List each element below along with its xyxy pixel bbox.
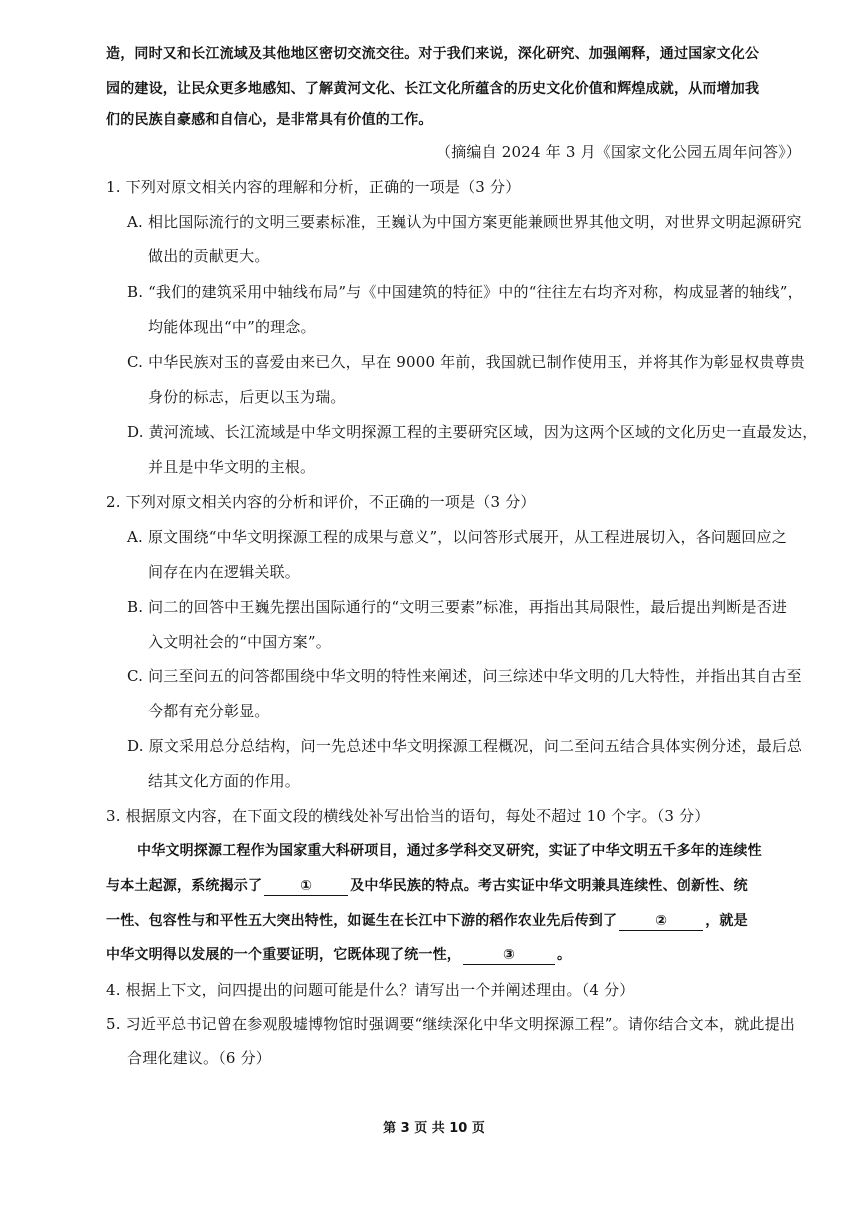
q3-text: 中华文明得以发展的一个重要证明，它既体现了统一性， bbox=[106, 947, 461, 963]
q1-option-a: A. 相比国际流行的文明三要素标准，王巍认为中国方案更能兼顾世界其他文明，对世界文明起源研究 bbox=[127, 213, 802, 231]
q2-option-a-cont: 间存在内在逻辑关联。 bbox=[148, 563, 301, 581]
q1-option-b: B. “我们的建筑采用中轴线布局”与《中国建筑的特征》中的“往往左右均齐对称，构成显著的轴线”， bbox=[127, 283, 803, 301]
q3-text: ，就是 bbox=[705, 913, 748, 929]
q2-option-d: D. 原文采用总分总结构，问一先总述中华文明探源工程概况，问二至问五结合具体实例分述，最后总 bbox=[127, 737, 803, 755]
passage-line: 造，同时又和长江流域及其他地区密切交流交往。对于我们来说，深化研究、加强阐释，通过国家文化公 bbox=[106, 46, 760, 62]
q1-option-c-cont: 身份的标志，后更以玉为瑞。 bbox=[148, 388, 346, 406]
q2-option-b-cont: 入文明社会的“中国方案”。 bbox=[148, 633, 331, 651]
q2-option-d-cont: 结其文化方面的作用。 bbox=[148, 772, 301, 790]
q3-text: 。 bbox=[557, 947, 572, 963]
question-4-stem: 4. 根据上下文，问四提出的问题可能是什么？请写出一个并阐述理由。（4 分） bbox=[106, 981, 635, 999]
q1-option-d-cont: 并且是中华文明的主根。 bbox=[148, 458, 316, 476]
question-3-stem: 3. 根据原文内容，在下面文段的横线处补写出恰当的语句，每处不超过 10 个字。（3 分） bbox=[106, 807, 710, 825]
passage-source: （摘编自 2024 年 3 月《国家文化公园五周年问答》） bbox=[436, 143, 802, 161]
q2-option-c: C. 问三至问五的问答都围绕中华文明的特性来阐述，问三综述中华文明的几大特性，并指出其自古至 bbox=[127, 667, 802, 685]
answer-blank-2[interactable]: ② bbox=[619, 912, 703, 931]
q3-paragraph-line: 中华文明探源工程作为国家重大科研项目，通过多学科交叉研究，实证了中华文明五千多年的连续性 bbox=[137, 843, 762, 859]
q1-option-b-cont: 均能体现出“中”的理念。 bbox=[148, 318, 316, 336]
q3-paragraph-line bbox=[106, 911, 748, 931]
q1-option-a-cont: 做出的贡献更大。 bbox=[148, 247, 270, 265]
q2-option-a: A. 原文围绕“中华文明探源工程的成果与意义”，以问答形式展开，从工程进展切入，各问题回应之 bbox=[127, 528, 787, 546]
passage-line: 们的民族自豪感和自信心，是非常具有价值的工作。 bbox=[106, 112, 433, 128]
q1-option-c: C. 中华民族对玉的喜爱由来已久，早在 9000 年前，我国就已制作使用玉，并将其作为彰显权贵尊贵 bbox=[127, 353, 805, 371]
question-2-stem: 2. 下列对原文相关内容的分析和评价，不正确的一项是（3 分） bbox=[106, 493, 536, 511]
answer-blank-3[interactable]: ③ bbox=[463, 946, 555, 965]
q3-text: 一性、包容性与和平性五大突出特性，如诞生在长江中下游的稻作农业先后传到了 bbox=[106, 913, 618, 929]
q2-option-c-cont: 今都有充分彰显。 bbox=[148, 702, 270, 720]
q1-option-d: D. 黄河流域、长江流域是中华文明探源工程的主要研究区域，因为这两个区域的文化历史一直最发达， bbox=[127, 423, 818, 441]
page-number: 第 3 页 共 10 页 bbox=[383, 1121, 485, 1136]
q3-paragraph-line bbox=[106, 876, 748, 896]
question-1-stem: 1. 下列对原文相关内容的理解和分析，正确的一项是（3 分） bbox=[106, 178, 521, 196]
question-5-stem-cont: 合理化建议。（6 分） bbox=[127, 1049, 272, 1067]
q3-paragraph-line bbox=[106, 945, 571, 965]
passage-line: 园的建设，让民众更多地感知、了解黄河文化、长江文化所蕴含的历史文化价值和辉煌成就，从而增加我 bbox=[106, 81, 760, 97]
q2-option-b: B. 问二的回答中王巍先摆出国际通行的“文明三要素”标准，再指出其局限性，最后提出判断是否进 bbox=[127, 598, 788, 616]
question-5-stem: 5. 习近平总书记曾在参观殷墟博物馆时强调要“继续深化中华文明探源工程”。请你结合文本，就此提出 bbox=[106, 1015, 796, 1033]
q3-text: 与本土起源，系统揭示了 bbox=[106, 878, 263, 894]
answer-blank-1[interactable]: ① bbox=[264, 877, 348, 896]
q3-text: 及中华民族的特点。考古实证中华文明兼具连续性、创新性、统 bbox=[350, 878, 748, 894]
